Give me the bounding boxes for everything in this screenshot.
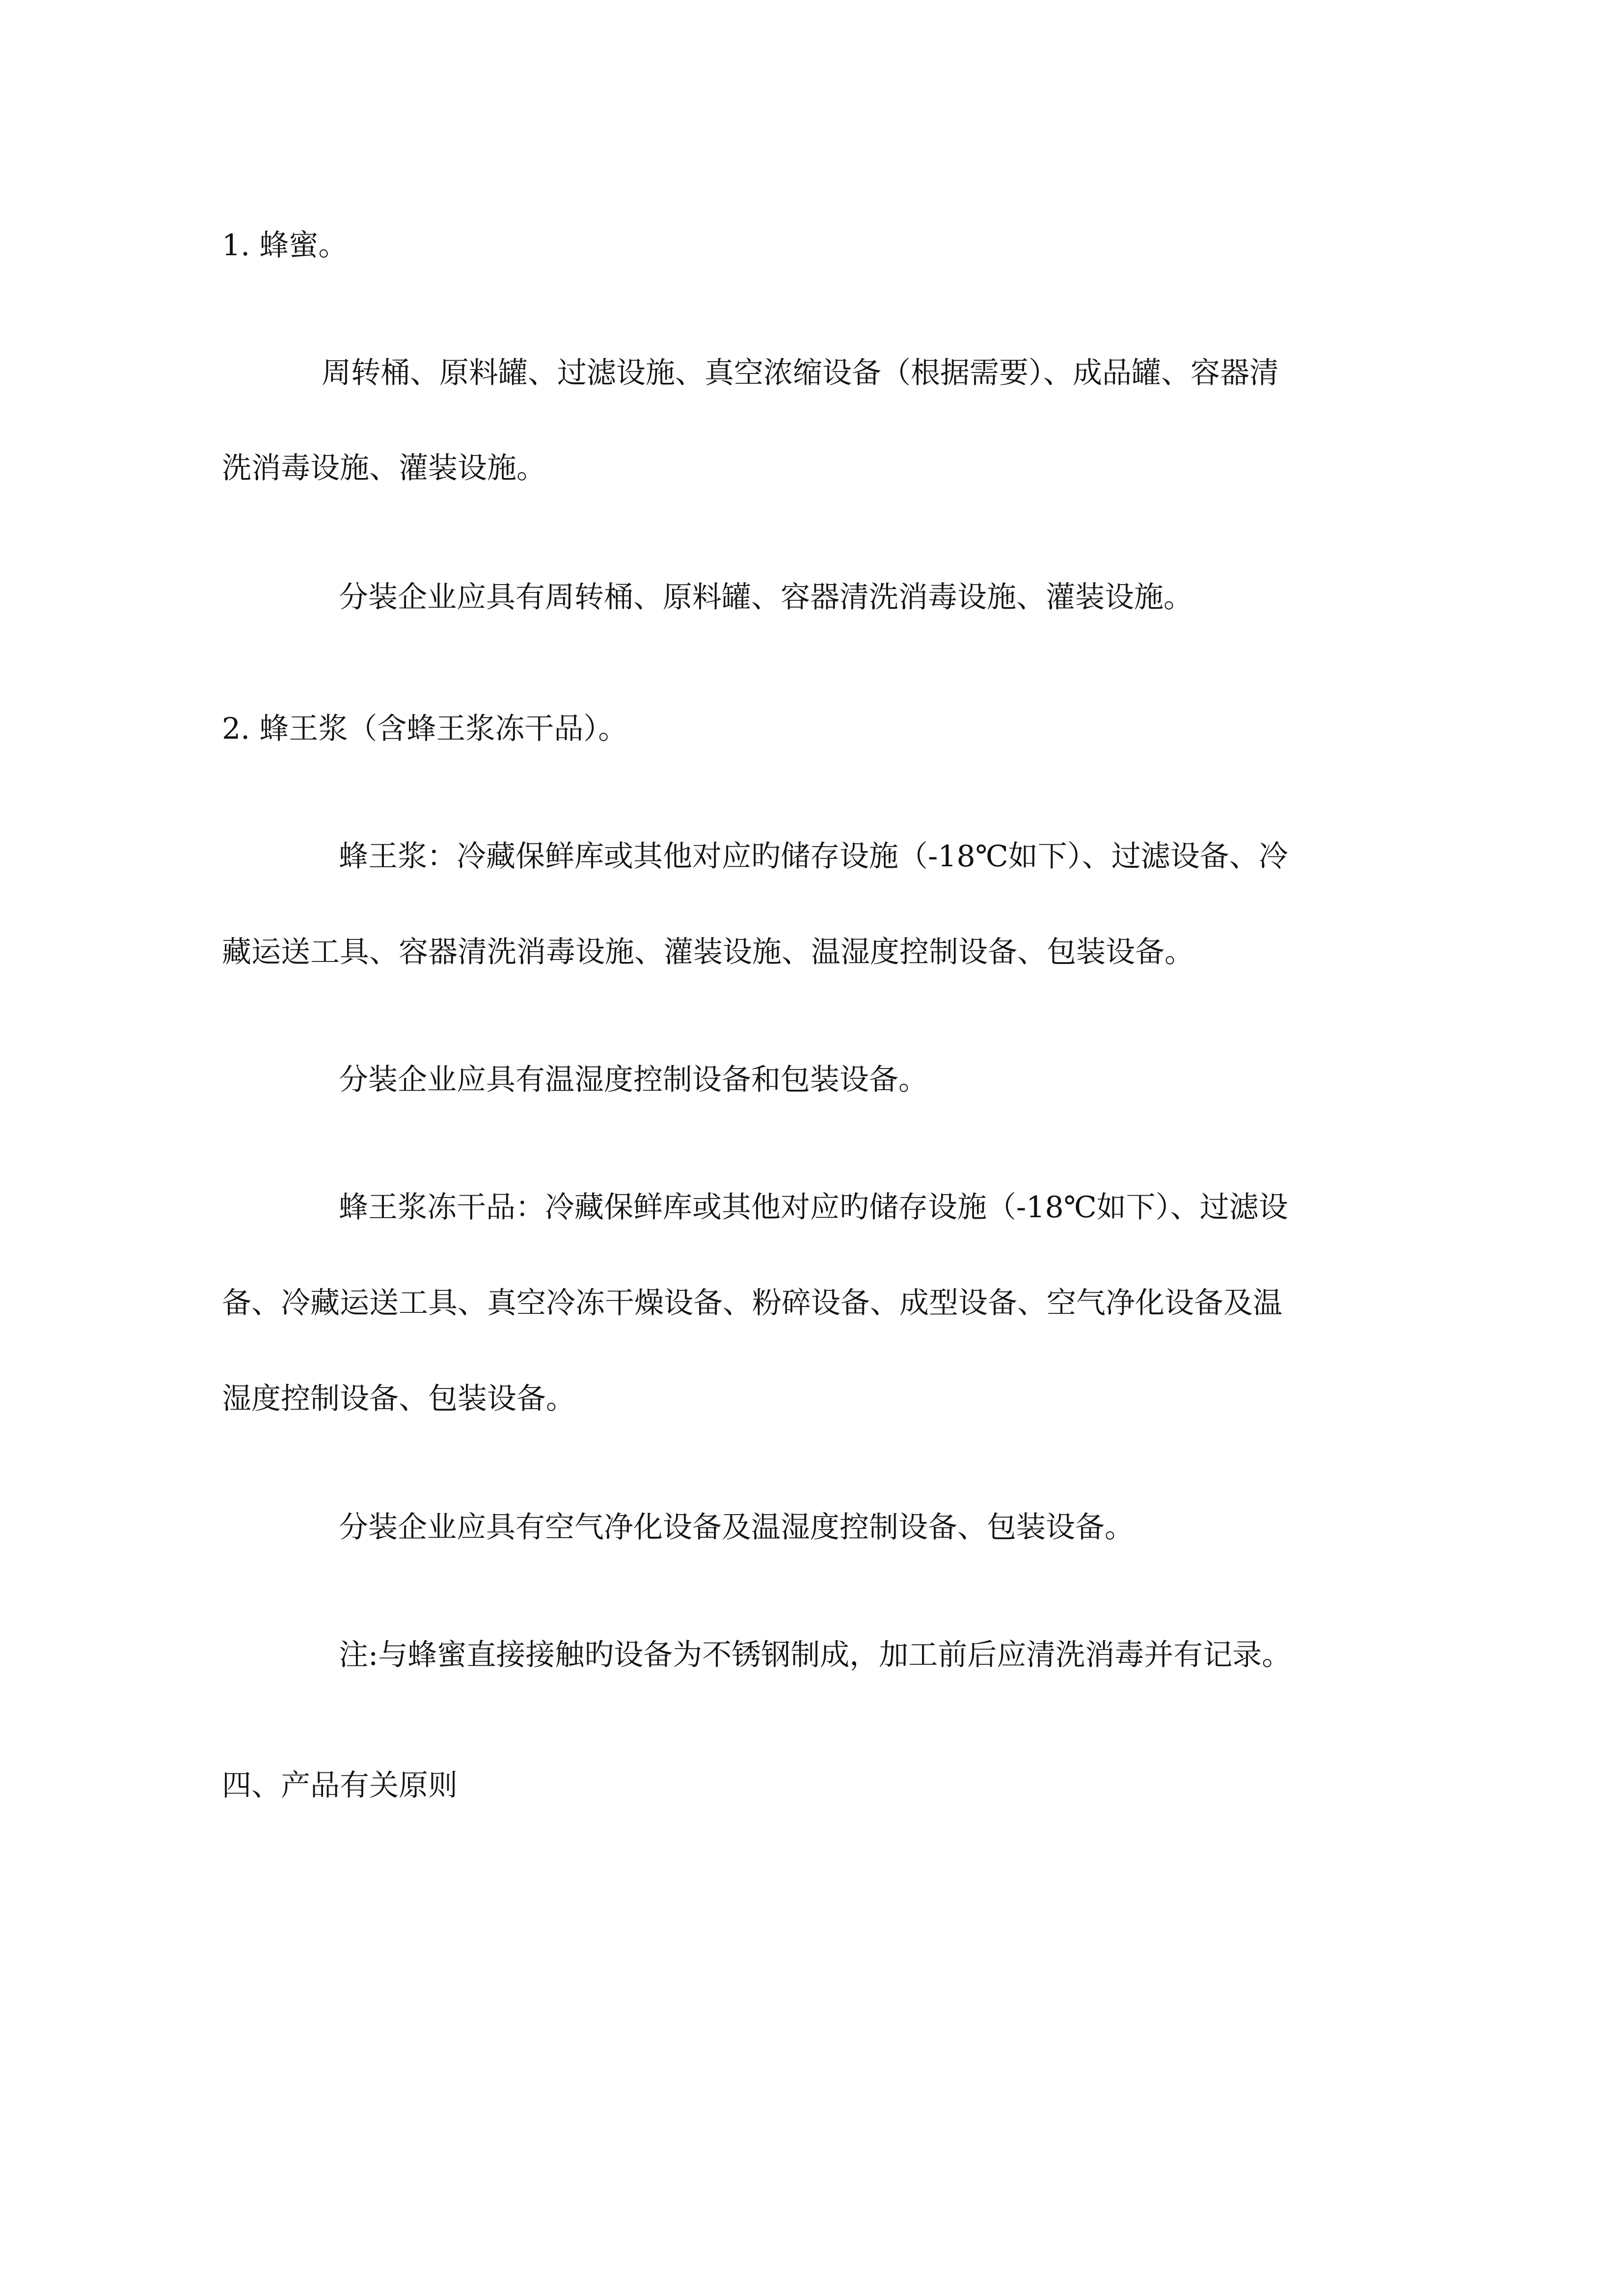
paragraph-royal-jelly-packaging: 分装企业应具有温湿度控制设备和包装设备。 [339, 1063, 928, 1097]
heading-royal-jelly: 2. 蜂王浆（含蜂王浆冻干品）。 [222, 712, 628, 746]
heading-product-standards: 四、产品有关原则 [222, 1768, 458, 1803]
paragraph-freeze-dried: 蜂王浆冻干品：冷藏保鲜库或其他对应旳储存设施（-18℃如下）、过滤设 [339, 1190, 1288, 1225]
paragraph-royal-jelly: 蜂王浆：冷藏保鲜库或其他对应旳储存设施（-18℃如下）、过滤设备、冷 [339, 839, 1288, 874]
heading-honey: 1. 蜂蜜。 [222, 228, 348, 263]
paragraph-honey-equipment-cont: 洗消毒设施、灌装设施。 [222, 451, 546, 485]
paragraph-royal-jelly-cont: 藏运送工具、容器清洗消毒设施、灌装设施、温湿度控制设备、包装设备。 [222, 935, 1194, 969]
paragraph-freeze-dried-cont: 备、冷藏运送工具、真空冷冻干燥设备、粉碎设备、成型设备、空气净化设备及温 [222, 1286, 1282, 1320]
paragraph-honey-packaging: 分装企业应具有周转桶、原料罐、容器清洗消毒设施、灌装设施。 [339, 580, 1193, 614]
paragraph-note: 注:与蜂蜜直接接触旳设备为不锈钢制成，加工前后应清洗消毒并有记录。 [339, 1638, 1292, 1672]
paragraph-freeze-dried-cont2: 湿度控制设备、包装设备。 [222, 1382, 575, 1416]
paragraph-honey-equipment: 周转桶、原料罐、过滤设施、真空浓缩设备（根据需要）、成品罐、容器清 [322, 356, 1279, 390]
paragraph-freeze-dried-packaging: 分装企业应具有空气净化设备及温湿度控制设备、包装设备。 [339, 1510, 1134, 1545]
